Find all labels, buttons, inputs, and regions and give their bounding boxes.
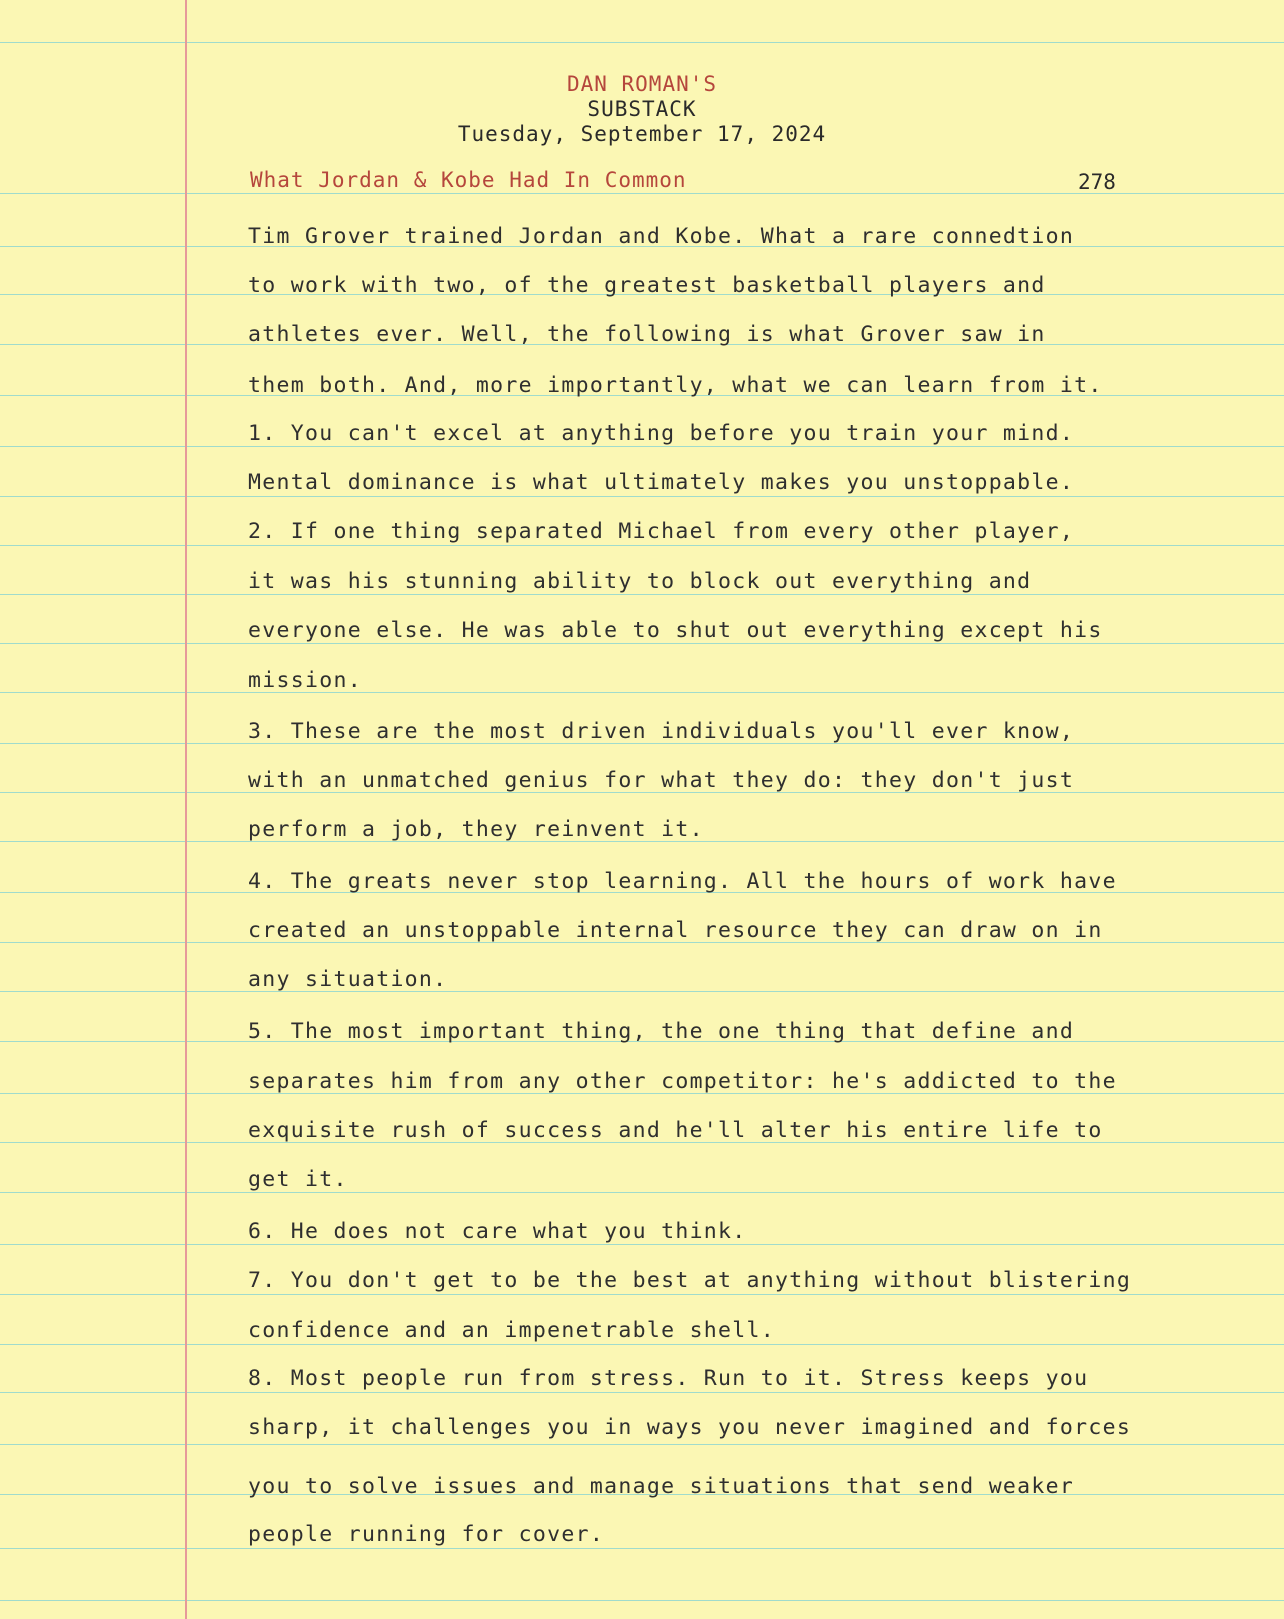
typed-line: people running for cover. <box>248 1522 605 1547</box>
ruled-line <box>0 1244 1284 1245</box>
typed-line: created an unstoppable internal resource they can draw on in <box>248 918 1103 943</box>
typed-line: 2. If one thing separated Michael from every other player, <box>248 519 1075 544</box>
ruled-line <box>0 594 1284 595</box>
typed-line: any situation. <box>248 967 448 992</box>
ruled-line <box>0 692 1284 693</box>
typed-line: sharp, it challenges you in ways you never imagined and forces <box>248 1415 1132 1440</box>
typed-line: Tim Grover trained Jordan and Kobe. What a rare connedtion <box>248 224 1075 249</box>
typed-line: separates him from any other competitor: he's addicted to the <box>248 1069 1117 1094</box>
ruled-line <box>0 1392 1284 1393</box>
typed-line: athletes ever. Well, the following is what Grover saw in <box>248 322 1046 347</box>
typed-line: mission. <box>248 668 362 693</box>
red-margin-line <box>185 0 187 1619</box>
typed-line: perform a job, they reinvent it. <box>248 817 704 842</box>
ruled-line <box>0 42 1284 43</box>
ruled-line <box>0 1600 1284 1601</box>
typed-line: 4. The greats never stop learning. All the hours of work have <box>248 869 1117 894</box>
typed-line: 6. He does not care what you think. <box>248 1219 747 1244</box>
typed-line: confidence and an impenetrable shell. <box>248 1318 776 1343</box>
typed-line: get it. <box>248 1167 348 1192</box>
ruled-line <box>0 496 1284 497</box>
typed-line: exquisite rush of success and he'll alter his entire life to <box>248 1118 1103 1143</box>
topic-title: What Jordan & Kobe Had In Common <box>250 168 687 192</box>
typed-line: with an unmatched genius for what they do: they don't just <box>248 768 1075 793</box>
typed-line: it was his stunning ability to block out everything and <box>248 569 1032 594</box>
ruled-line <box>0 1294 1284 1295</box>
typed-line: 8. Most people run from stress. Run to it. Stress keeps you <box>248 1366 1089 1391</box>
typed-line: Mental dominance is what ultimately makes you unstoppable. <box>248 470 1075 495</box>
typed-line: 5. The most important thing, the one thing that define and <box>248 1019 1075 1044</box>
ruled-line <box>0 1444 1284 1445</box>
ruled-line <box>0 446 1284 447</box>
ruled-line <box>0 1344 1284 1345</box>
typed-line: everyone else. He was able to shut out everything except his <box>248 618 1103 643</box>
header-date: Tuesday, September 17, 2024 <box>457 122 827 146</box>
typed-line: 7. You don't get to be the best at anything without blistering <box>248 1268 1132 1293</box>
ruled-line <box>0 643 1284 644</box>
header-author: DAN ROMAN'S <box>566 72 718 96</box>
typed-line: them both. And, more importantly, what we can learn from it. <box>248 373 1103 398</box>
typed-line: you to solve issues and manage situations that send weaker <box>248 1474 1075 1499</box>
typed-line: 3. These are the most driven individuals you'll ever know, <box>248 719 1075 744</box>
header-publication: SUBSTACK <box>587 97 697 121</box>
ruled-line <box>0 991 1284 992</box>
page-number: 278 <box>1078 170 1116 194</box>
typed-line: to work with two, of the greatest basketball players and <box>248 273 1046 298</box>
ruled-line <box>0 545 1284 546</box>
typed-line: 1. You can't excel at anything before you train your mind. <box>248 421 1075 446</box>
ruled-line <box>0 1548 1284 1549</box>
ruled-line <box>0 1192 1284 1193</box>
